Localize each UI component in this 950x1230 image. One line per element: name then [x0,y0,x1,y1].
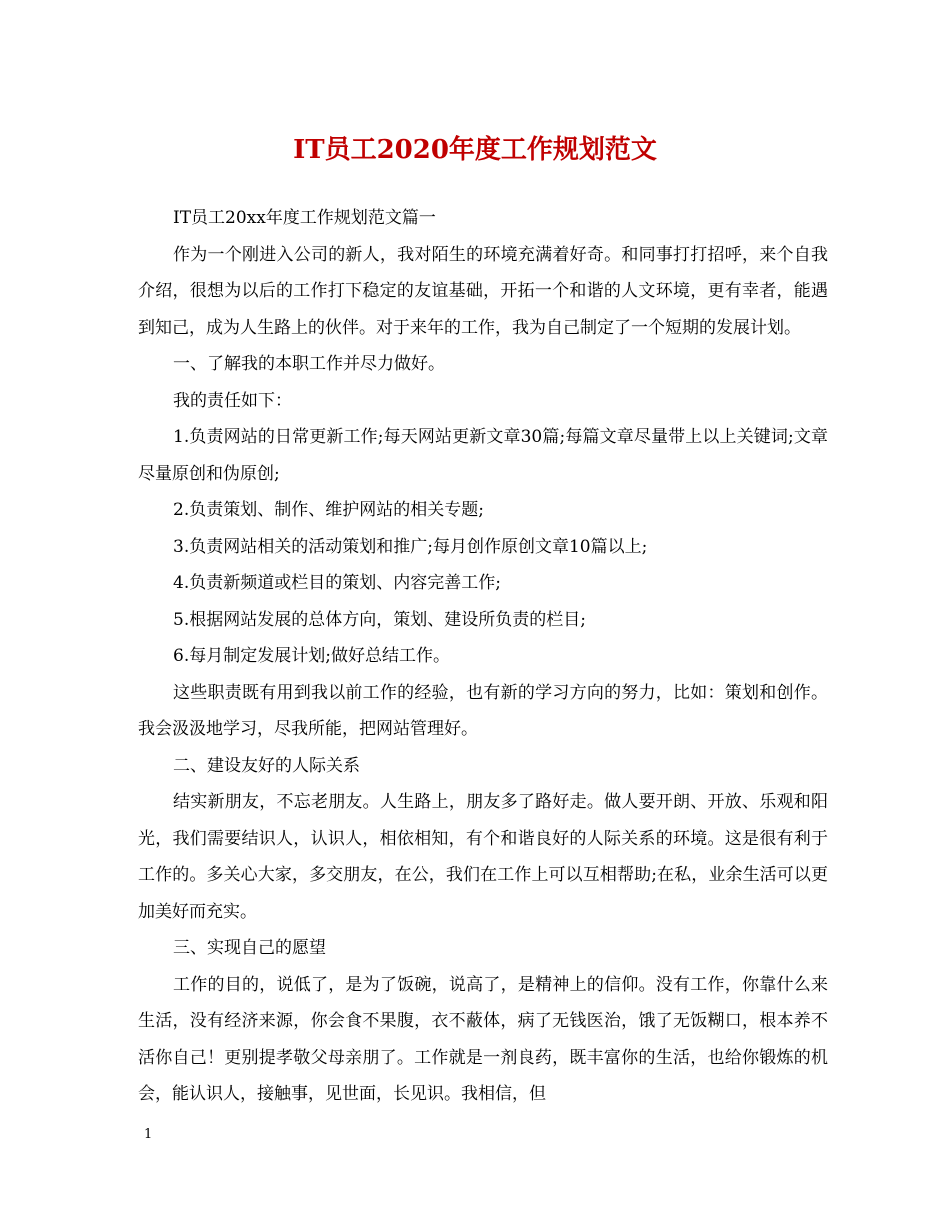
list-item: 1.负责网站的日常更新工作;每天网站更新文章30篇;每篇文章尽量带上以上关键词;文章尽量原创和伪原创; [138,427,828,484]
paragraph: 结实新朋友，不忘老朋友。人生路上，朋友多了路好走。做人要开朗、开放、乐观和阳光，我们需要结识人，认识人，相依相知，有个和谐良好的人际关系的环境。这是很有利于工作的。多关心大家，多交朋友，在公，我们在工作上可以互相帮助;在私，业余生活可以更加美好而充实。 [138,792,828,922]
list-item: 4.负责新频道或栏目的策划、内容完善工作; [173,573,501,593]
list-item: 3.负责网站相关的活动策划和推广;每月创作原创文章10篇以上; [173,536,648,557]
section-heading: 一、了解我的本职工作并尽力做好。 [173,354,445,374]
paragraph: 我的责任如下： [173,390,292,411]
page-number: 1 [144,1127,153,1142]
list-item: 6.每月制定发展计划;做好总结工作。 [173,646,450,666]
paragraph: 工作的目的，说低了，是为了饭碗，说高了，是精神上的信仰。没有工作，你靠什么来生活，没有经济来源，你会食不果腹，衣不蔽体，病了无钱医治，饿了无饭糊口，根本养不活你自己！更别提孝敬父母亲朋了。工作就是一剂良药，既丰富你的生活，也给你锻炼的机会，能认识人，接触事，见世面，长见识。我相信，但 [138,974,828,1104]
document-body [138,200,828,1113]
list-item: 5.根据网站发展的总体方向，策划、建设所负责的栏目; [173,609,586,630]
section-heading: IT员工20xx年度工作规划范文篇一 [173,208,436,228]
section-heading: 三、实现自己的愿望 [173,938,326,958]
document-title: IT员工2020年度工作规划范文 [293,135,657,165]
paragraph: 作为一个刚进入公司的新人，我对陌生的环境充满着好奇。和同事打打招呼，来个自我介绍，很想为以后的工作打下稳定的友谊基础，开拓一个和谐的人文环境，更有幸者，能遇到知己，成为人生路上的伙伴。对于来年的工作，我为自己制定了一个短期的发展计划。 [138,244,828,338]
list-item: 2.负责策划、制作、维护网站的相关专题; [173,500,484,520]
section-heading: 二、建设友好的人际关系 [173,755,360,776]
paragraph: 这些职责既有用到我以前工作的经验，也有新的学习方向的努力，比如：策划和创作。我会汲汲地学习，尽我所能，把网站管理好。 [138,682,828,739]
